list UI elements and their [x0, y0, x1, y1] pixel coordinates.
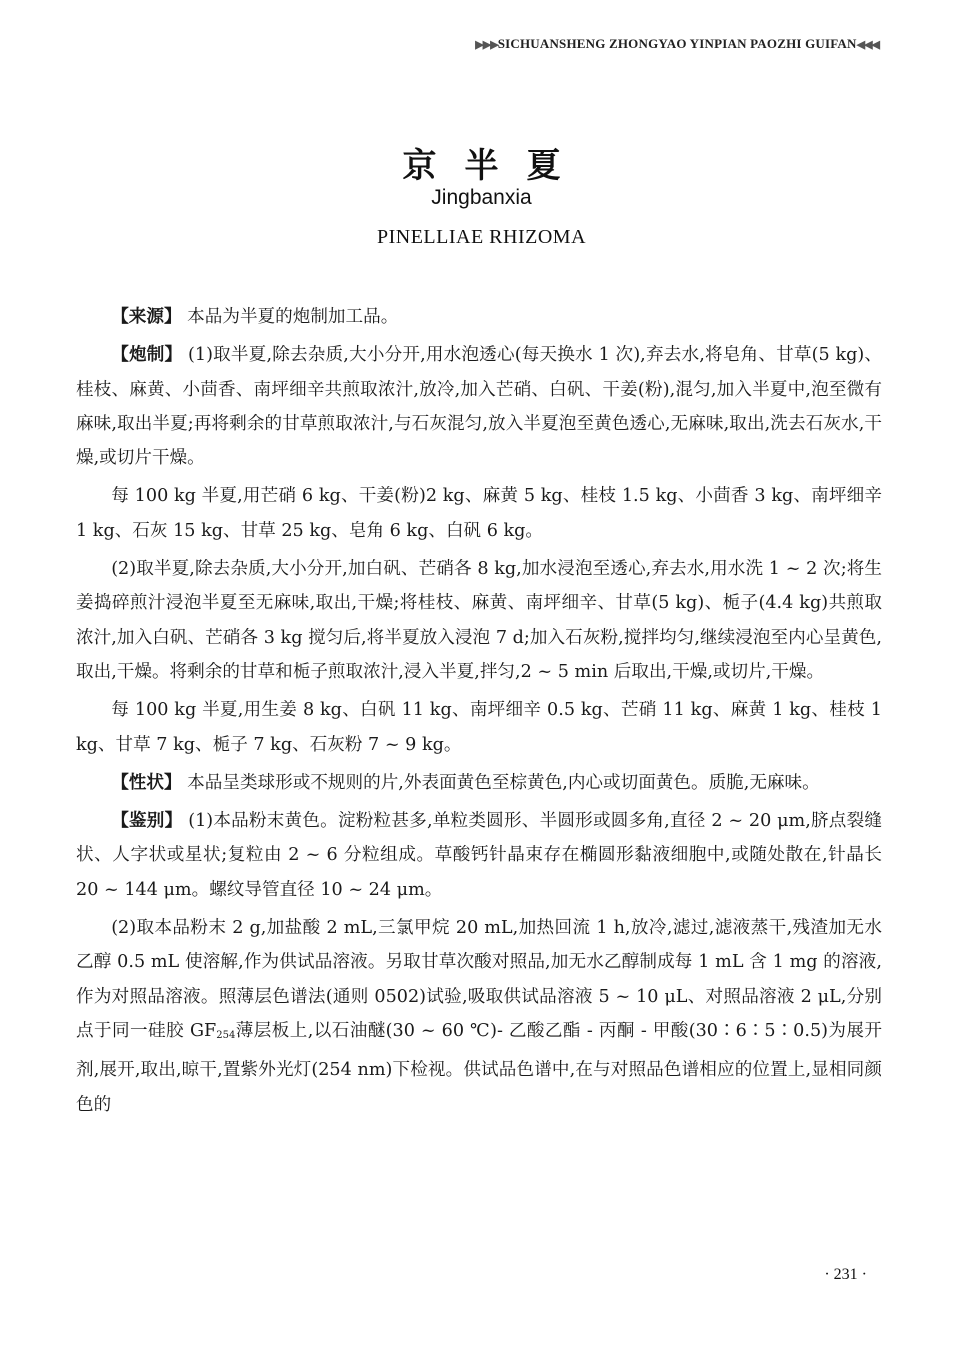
monograph-body: [76, 300, 882, 1126]
section-text: 本品为半夏的炮制加工品。: [187, 307, 399, 327]
header-left-arrows-icon: ▶▶▶: [475, 39, 498, 51]
monograph-title: 京半夏: [402, 146, 589, 186]
running-header: [475, 36, 879, 52]
section-tag: 【炮制】: [111, 345, 183, 366]
paozhi-paragraph: [76, 552, 882, 689]
paragraph-text: 每 100 kg 半夏,用生姜 8 kg、白矾 11 kg、南坪细辛 0.5 kg、芒硝 11 kg、麻黄 1 kg、桂枝 1 kg、甘草 7 kg、栀子 7 kg、石灰粉 7 ~ 9 kg。: [76, 700, 882, 755]
section-tag: 【性状】: [111, 772, 182, 793]
monograph-latin-name: PINELLIAE RHIZOMA: [376, 226, 587, 248]
section-laiyuan: [76, 300, 882, 334]
section-paozhi: [76, 338, 882, 475]
header-right-arrows-icon: ◀◀◀: [856, 39, 879, 51]
section-jianbie: [76, 804, 882, 907]
paragraph-text: (2)取半夏,除去杂质,大小分开,加白矾、芒硝各 8 kg,加水浸泡至透心,弃去水,用水洗 1 ~ 2 次;将生姜捣碎煎汁浸泡半夏至无麻味,取出,干燥;将桂枝、麻黄、南坪细辛、甘草(5 kg)、栀子(4.4 kg)共煎取浓汁,加入白矾、芒硝各 3 kg 搅匀后,将半夏放入浸泡 7 d;加入石灰粉,搅拌均匀,继续浸泡至内心呈黄色,取出,干燥。将剩余的甘草和栀子煎取浓汁,浸入半夏,拌匀,2 ~ 5 min 后取出,干燥,或切片,干燥。: [76, 559, 882, 682]
paragraph-text: (2)取本品粉末 2 g,加盐酸 2 mL,三氯甲烷 20 mL,加热回流 1 h,放冷,滤过,滤液蒸干,残渣加无水乙醇 0.5 mL 使溶解,作为供试品溶液。另取甘草次酸对照品,加无水乙醇制成每 1 mL 含 1 mg 的溶液,作为对照品溶液。照薄层色谱法(通则 0502)试验,吸取供试品溶液 5 ~ 10 μL、对照品溶液 2 μL,分别点于同一硅胶 GF: [76, 918, 882, 1041]
section-text: 本品呈类球形或不规则的片,外表面黄色至棕黄色,内心或切面黄色。质脆,无麻味。: [187, 772, 820, 793]
section-tag: 【鉴别】: [111, 811, 183, 832]
paragraph-text: 薄层板上,以石油醚(30 ~ 60 ℃)- 乙酸乙酯 - 丙酮 - 甲酸(30∶6∶5∶0.5)为展开剂,展开,取出,晾干,置紫外光灯(254 nm)下检视。供试品色谱中,在与对照品色谱相应的位置上,显相同颜色的: [76, 1020, 883, 1115]
subscript: 254: [216, 1029, 236, 1041]
monograph-pinyin: Jingbanxia: [431, 186, 532, 209]
running-header-text: SICHUANSHENG ZHONGYAO YINPIAN PAOZHI GUIFAN: [497, 36, 857, 51]
section-xingzhuang: [76, 766, 882, 800]
section-text: (1)本品粉末黄色。淀粉粒甚多,单粒类圆形、半圆形或圆多角,直径 2 ~ 20 μm,脐点裂缝状、人字状或星状;复粒由 2 ~ 6 分粒组成。草酸钙针晶束存在椭圆形黏液细胞中,或随处散在,针晶长 20 ~ 144 μm。螺纹导管直径 10 ~ 24 μm。: [76, 811, 883, 900]
page-number: · 231 ·: [824, 1266, 867, 1283]
section-text: (1)取半夏,除去杂质,大小分开,用水泡透心(每天换水 1 次),弃去水,将皂角、甘草(5 kg)、桂枝、麻黄、小茴香、南坪细辛共煎取浓汁,放冷,加入芒硝、白矾、干姜(粉),混匀,加入半夏中,泡至微有麻味,取出半夏;再将剩余的甘草煎取浓汁,与石灰混匀,放入半夏泡至黄色透心,无麻味,取出,洗去石灰水,干燥,或切片干燥。: [76, 345, 883, 469]
paozhi-paragraph: [76, 479, 882, 548]
paozhi-paragraph: [76, 693, 882, 762]
paragraph-text: 每 100 kg 半夏,用芒硝 6 kg、干姜(粉)2 kg、麻黄 5 kg、桂枝 1.5 kg、小茴香 3 kg、南坪细辛 1 kg、石灰 15 kg、甘草 25 kg、皂角 6 kg、白矾 6 kg。: [76, 486, 882, 541]
jianbie-paragraph: [76, 911, 882, 1122]
section-tag: 【来源】: [111, 307, 182, 327]
